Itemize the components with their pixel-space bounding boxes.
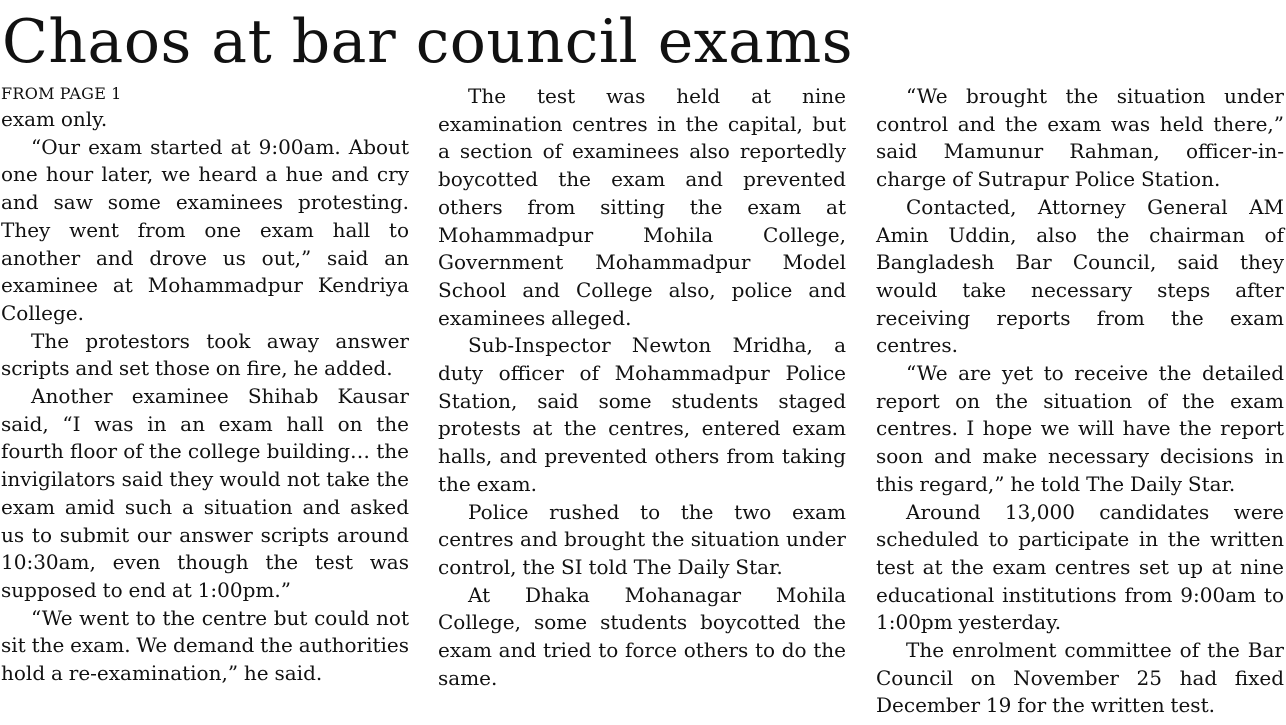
article-column-1 [1, 82, 409, 688]
paragraph: Contacted, Attorney General AM Amin Uddin, also the chairman of Bangladesh Bar Council, said they would take necessary steps after receiving reports from the exam centres. [876, 194, 1284, 358]
paragraph: Sub-Inspector Newton Mridha, a duty officer of Mohammadpur Police Station, said some students staged protests at the centres, entered exam halls, and prevented others from taking the exam. [438, 333, 846, 496]
paragraph: exam only. [1, 107, 108, 131]
paragraph: Another examinee Shihab Kausar said, “I was in an exam hall on the fourth floor of the college building… the invigilators said they would not take the exam amid such a situation and asked us to submit our answer scripts around 10:30am, even though the test was supposed to end at 1:00pm.” [1, 384, 409, 602]
paragraph: The enrolment committee of the Bar Council on November 25 had fixed December 19 for the written test. [876, 638, 1284, 718]
article-column-2 [438, 83, 846, 692]
paragraph: The test was held at nine examination centres in the capital, but a section of examinees also reportedly boycotted the exam and prevented others from sitting the exam at Mohammadpur Mohila College, Government Mohammadpur Model School and College also, police and examinees alleged. [438, 84, 846, 330]
paragraph: At Dhaka Mohanagar Mohila College, some students boycotted the exam and tried to force others to do the same. [438, 582, 846, 690]
article-column-3 [876, 83, 1284, 720]
paragraph: “We brought the situation under control and the exam was held there,” said Mamunur Rahman, officer-in-charge of Sutrapur Police Station. [876, 84, 1284, 192]
paragraph: “We went to the centre but could not sit the exam. We demand the authorities hold a re-examination,” he said. [1, 605, 409, 686]
paragraph: “Our exam started at 9:00am. About one hour later, we heard a hue and cry and saw some examinees protesting. They went from one exam hall to another and drove us out,” said an examinee at Mohammadpur Kendriya College. [1, 134, 409, 325]
paragraph: “We are yet to receive the detailed report on the situation of the exam centres. I hope we will have the report soon and make necessary decisions in this regard,” he told The Daily Star. [876, 361, 1284, 496]
jump-line: FROM PAGE 1 [1, 84, 122, 103]
headline: Chaos at bar council exams [2, 7, 854, 77]
paragraph: Police rushed to the two exam centres and brought the situation under control, the SI told The Daily Star. [438, 499, 846, 579]
paragraph: Around 13,000 candidates were scheduled to participate in the written test at the exam centres set up at nine educational institutions from 9:00am to 1:00pm yesterday. [876, 499, 1284, 635]
paragraph: The protestors took away answer scripts and set those on fire, he added. [1, 328, 409, 381]
